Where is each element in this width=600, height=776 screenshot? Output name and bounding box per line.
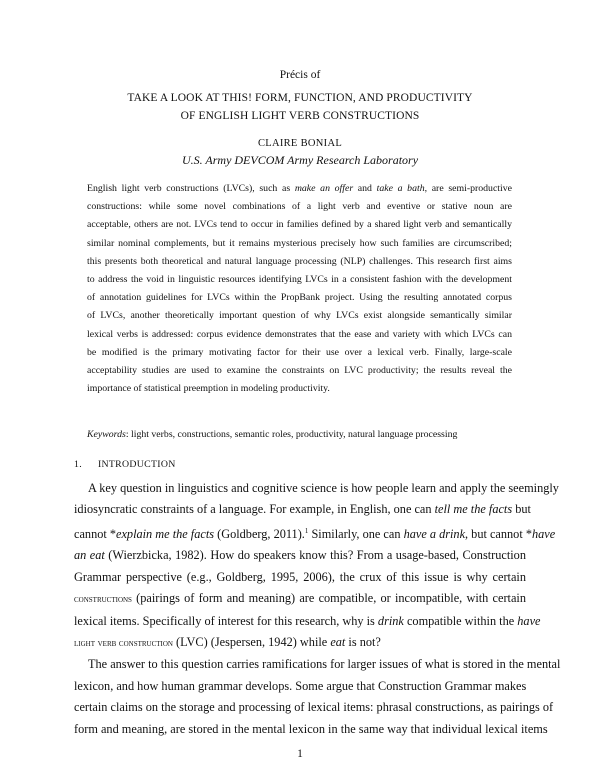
abstract-line [87, 271, 512, 289]
abstract-line [87, 216, 512, 234]
body-text-segment: , but cannot * [465, 526, 532, 541]
body-text-segment: lexicon, and how human grammar develops. Some argue that Construction Grammar makes [74, 678, 527, 693]
body-text-segment: explain me the facts [116, 526, 215, 541]
body-text-segment: A key question in linguistics and cognitive science is how people learn and apply the seemingly [88, 481, 559, 495]
body-text-segment: constructions [74, 594, 132, 606]
body-text-segment: idiosyncratic constraints of a language. For example, in English, one can [74, 502, 435, 517]
abstract-text-segment: acceptability studies are used to examine the constraints on LVC productivity; the results reveal the [87, 365, 512, 377]
body-text-segment: have [517, 613, 541, 628]
keywords [87, 429, 512, 440]
abstract-text-segment: be modified is the primary motivating factor for their use over a lexical verb. Finally, large-scale [87, 346, 512, 358]
abstract-text-segment: lexical verbs is addressed: corpus evidence demonstrates that the ease and variety with which LVCs can [87, 328, 512, 340]
abstract-text-segment: constructions: while some novel combinations of a light verb and eventive or stative noun are [87, 201, 512, 213]
body-text-segment: The answer to this question carries ramifications for larger issues of what is stored in the mental [88, 657, 561, 672]
body-line [74, 521, 556, 546]
body-text [74, 478, 561, 740]
body-text-segment: an eat [74, 548, 105, 563]
section-title: INTRODUCTION [97, 459, 176, 470]
body-text-segment: Grammar perspective (e.g., Goldberg, 1995, 2006), the crux of this issue is why certain [74, 569, 526, 584]
abstract-text-segment: take a bath [376, 183, 425, 194]
body-line [74, 478, 559, 499]
body-text-segment: have a drink [403, 526, 466, 541]
body-text-segment: cannot * [74, 526, 117, 541]
body-line [74, 611, 541, 632]
abstract-line [87, 289, 512, 307]
abstract-text-segment: acceptable, others are not. LVCs tend to occur in families defined by a shared light verb and semantically [87, 219, 512, 231]
body-text-segment: certain claims on the storage and processing of lexical items: phrasal constructions, as pairings of [74, 700, 554, 715]
body-line [74, 588, 526, 610]
keywords-label: Keywords [87, 429, 126, 440]
body-text-segment: (LVC) (Jespersen, 1942) while [172, 634, 331, 649]
body-line [74, 697, 554, 718]
title-line-2: OF ENGLISH LIGHT VERB CONSTRUCTIONS [180, 110, 420, 122]
abstract-text-segment: this presents both theoretical and natural language processing (NLP) challenges. This research first aims [87, 255, 512, 267]
abstract-line [87, 362, 512, 380]
body-text-segment: is not? [345, 634, 381, 649]
body-text-segment: 1 [304, 526, 309, 535]
author-name: CLAIRE BONIAL [257, 138, 343, 149]
abstract-line [87, 326, 512, 344]
body-text-segment: (Goldberg, 2011). [214, 526, 305, 541]
author-affiliation: U.S. Army DEVCOM Army Research Laboratory [181, 153, 419, 167]
abstract-line [87, 307, 512, 325]
title-line-1: TAKE A LOOK AT THIS! FORM, FUNCTION, AND PRODUCTIVITY [127, 92, 473, 104]
body-text-segment: drink [377, 613, 404, 628]
body-line [74, 545, 526, 566]
body-text-segment: (pairings of form and meaning) are compatible, or incompatible, with certain [131, 591, 526, 606]
body-line [74, 499, 531, 520]
page-number: 1 [297, 748, 303, 760]
abstract-text-segment: importance of statistical preemption in modeling productivity. [87, 383, 330, 395]
body-line [74, 567, 526, 588]
body-line [74, 654, 561, 675]
body-line [74, 719, 548, 740]
abstract-text-segment: , are semi-productive [424, 183, 512, 194]
body-text-segment: eat [330, 634, 346, 649]
body-text-segment: lexical items. Specifically of interest for this research, why is [74, 613, 378, 628]
body-text-segment: compatible within the [403, 613, 518, 628]
abstract-line [87, 380, 512, 398]
abstract-text-segment: of annotation guidelines for LVCs within the PropBank project. Using the resulting annotated corpus [87, 292, 512, 304]
body-text-segment: have [531, 526, 556, 541]
abstract-line [87, 198, 512, 216]
body-line [74, 676, 526, 697]
body-line [74, 632, 526, 654]
abstract-text-segment: make an offer [294, 183, 354, 194]
abstract-line [87, 180, 512, 198]
abstract-text-segment: English light verb constructions (LVCs), such as [87, 183, 295, 194]
precis-label: Précis of [279, 69, 321, 81]
body-text-segment: tell me the facts [434, 502, 513, 517]
section-number: 1. [74, 459, 82, 470]
abstract-line [87, 253, 512, 271]
body-text-segment: Similarly, one can [308, 526, 404, 541]
section-heading [74, 459, 176, 470]
body-text-segment: light verb construction [74, 637, 173, 649]
abstract-line [87, 344, 512, 362]
body-text-segment: but [512, 502, 531, 517]
keywords-text: : light verbs, constructions, semantic roles, productivity, natural language processing [125, 429, 458, 440]
abstract-text-segment: and [353, 183, 377, 194]
abstract-line [87, 235, 512, 253]
body-text-segment: form and meaning, are stored in the mental lexicon in the same way that individual lexical items [74, 721, 548, 736]
abstract-text-segment: to address the void in linguistic resources identifying LVCs in a consistent fashion with the development [87, 274, 512, 286]
abstract-text-segment: of LVCs, another theoretically important question of why LVCs exist alongside semantically similar [87, 310, 512, 322]
body-text-segment: (Wierzbicka, 1982). How do speakers know this? From a usage-based, Construction [104, 548, 526, 563]
abstract-text-segment: similar nominal complements, but it remains mysterious precisely how such families are circumscribed; [87, 237, 512, 249]
abstract [87, 180, 512, 398]
